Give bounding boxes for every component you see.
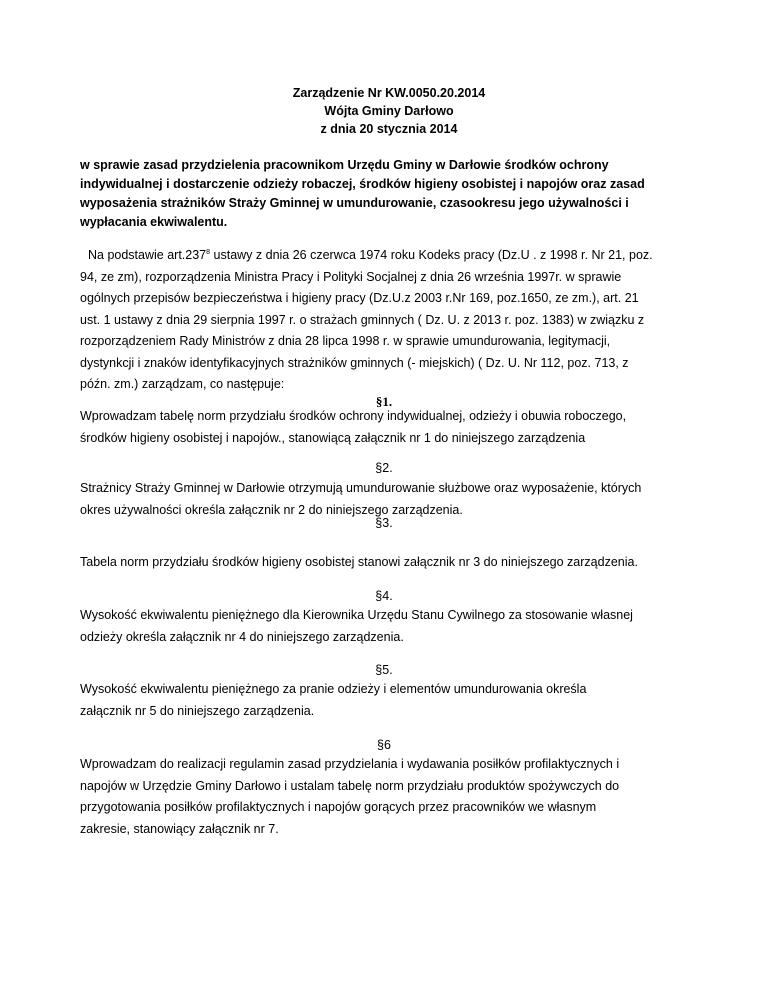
section-5-body	[80, 679, 700, 722]
section-line: Wysokość ekwiwalentu pieniężnego dla Kierownika Urzędu Stanu Cywilnego za stosowanie własnej	[80, 608, 633, 622]
basis-text-end: ustawy z dnia 26 czerwca 1974 roku Kodeks pracy (Dz.U . z 1998 r. Nr 21, poz.	[210, 248, 653, 262]
section-1-title: §1.	[375, 394, 393, 409]
section-5-title: §5.	[375, 663, 393, 677]
section-line: Wprowadzam do realizacji regulamin zasad przydzielania i wydawania posiłków profilaktycznych i	[80, 757, 620, 771]
subject-line: w sprawie zasad przydzielenia pracownikom Urzędu Gminy w Darłowie środków ochrony	[80, 158, 609, 172]
subject-line: indywidualnej i dostarczenie odzieży robaczej, środków higieny osobistej i napojów oraz zasad	[80, 177, 645, 191]
basis-text-start: Na podstawie art.237	[88, 248, 207, 262]
section-line: zakresie, stanowiący załącznik nr 7.	[80, 821, 279, 836]
section-line: odzieży określa załącznik nr 4 do niniejszego zarządzenia.	[80, 629, 404, 644]
ordinance-title: Zarządzenie Nr KW.0050.20.2014	[292, 86, 486, 100]
section-line: okres używalności określa załącznik nr 2 do niniejszego zarządzenia.	[80, 502, 463, 517]
section-3-title: §3.	[375, 516, 393, 530]
subject-line: wyposażenia strażników Straży Gminnej w umundurowanie, czasookresu jego używalności i	[80, 196, 629, 210]
section-line: napojów w Urzędzie Gminy Darłowo i ustalam tabelę norm przydziału produktów spożywczych do	[80, 778, 620, 793]
basis-line: 94, ze zm), rozporządzenia Ministra Pracy i Polityki Socjalnej z dnia 26 września 1997r. w sprawie	[80, 269, 622, 284]
basis-line	[80, 245, 690, 267]
section-2-title: §2.	[375, 461, 393, 475]
basis-line: dystynkcji i znaków identyfikacyjnych strażników gminnych (- miejskich) ( Dz. U. Nr 112, poz. 713, z	[80, 355, 629, 370]
document-header	[0, 84, 768, 138]
section-2-body	[80, 478, 700, 521]
section-line: załącznik nr 5 do niniejszego zarządzenia.	[80, 703, 315, 718]
section-4-body	[80, 605, 700, 648]
section-6-body	[80, 754, 700, 840]
section-line: Strażnicy Straży Gminnej w Darłowie otrzymują umundurowanie służbowe oraz wyposażenie, których	[80, 481, 642, 495]
section-line: Tabela norm przydziału środków higieny osobistej stanowi załącznik nr 3 do niniejszego zarządzenia.	[80, 555, 638, 569]
basis-line: rozporządzeniem Rady Ministrów z dnia 28 lipca 1998 r. w sprawie umundurowania, legitymacji,	[80, 334, 611, 348]
ordinance-issuer: Wójta Gminy Darłowo	[324, 104, 454, 118]
section-1-body	[80, 406, 700, 449]
section-line: Wysokość ekwiwalentu pieniężnego za pranie odzieży i elementów umundurowania określa	[80, 682, 587, 696]
section-3-body	[80, 552, 700, 574]
basis-line: późn. zm.) zarządzam, co następuje:	[80, 377, 285, 391]
basis-superscript: 8	[206, 249, 211, 256]
basis-line: ogólnych przepisów bezpieczeństwa i higieny pracy (Dz.U.z 2003 r.Nr 169, poz.1650, ze zm.), art. 21	[80, 291, 639, 305]
basis-line: ust. 1 ustawy z dnia 29 sierpnia 1997 r. o strażach gminnych ( Dz. U. z 2013 r. poz. 1383) w związku z	[80, 312, 645, 327]
section-4-title: §4.	[375, 589, 393, 603]
ordinance-date: z dnia 20 stycznia 2014	[320, 122, 458, 136]
section-line: przygotowania posiłków profilaktycznych i napojów gorących przez pracowników we własnym	[80, 800, 597, 814]
section-line: środków higieny osobistej i napojów., stanowiącą załącznik nr 1 do niniejszego zarządzenia	[80, 430, 586, 445]
legal-basis	[80, 245, 690, 396]
ordinance-subject	[80, 156, 680, 232]
subject-line: wypłacania ekwiwalentu.	[80, 215, 228, 229]
section-line: Wprowadzam tabelę norm przydziału środków ochrony indywidualnej, odzieży i obuwia roboczego,	[80, 409, 627, 423]
section-6-title: §6	[377, 738, 391, 752]
